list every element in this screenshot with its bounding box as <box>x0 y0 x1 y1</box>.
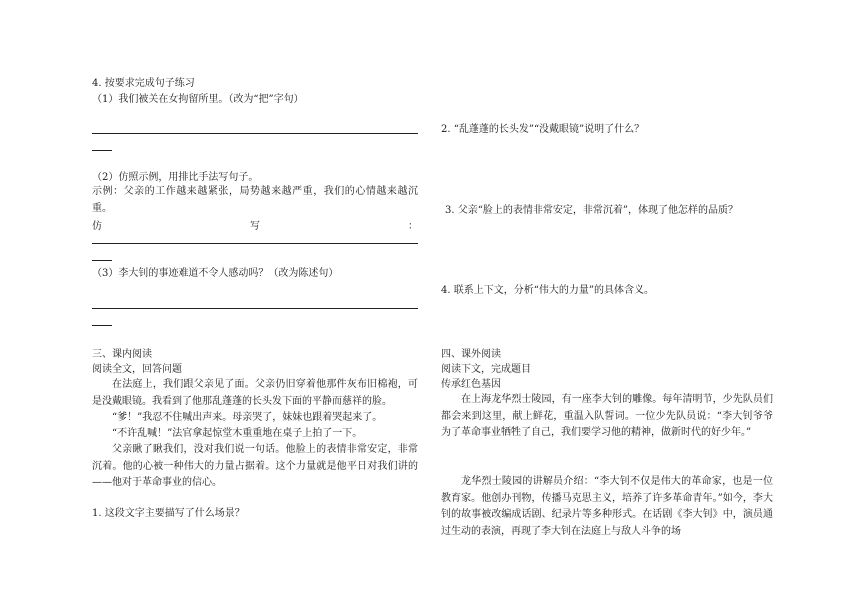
colon-label: ： <box>408 221 418 232</box>
fang-label: 仿 <box>92 221 102 232</box>
section-4-title: 四、课外阅读 <box>441 349 501 360</box>
question-4-title: 4. 按要求完成句子练习 <box>92 78 195 89</box>
imitation-prompt-line <box>92 219 418 234</box>
question-4: 4. 联系上下文，分析“伟大的力量”的具体含义。 <box>441 285 654 296</box>
answer-line <box>92 243 418 244</box>
question-3: 3. 父亲“脸上的表情非常安定，非常沉着”，体现了他怎样的品质？ <box>445 205 738 216</box>
section-3-instruction: 阅读全文，回答问题 <box>92 364 182 375</box>
passage-paragraph: “不许乱喊！”法官拿起惊堂木重重地在桌子上拍了一下。 <box>112 428 363 439</box>
question-4-1-prompt: （1）我们被关在女拘留所里。（改为“把”字句） <box>92 94 304 105</box>
section-4-instruction: 阅读下文，完成题目 <box>441 364 531 375</box>
article-paragraph: 在上海龙华烈士陵园，有一座李大钊的雕像。每年清明节，少先队员们都会来到这里，献上鲜花，重温入队誓词。一位少先队员说：“李大钊爷爷为了革命事业牺牲了自己，我们要学习他的精神，做新时代的好少年。” <box>441 394 773 438</box>
passage-paragraph: 在法庭上，我们跟父亲见了面。父亲仍旧穿着他那件灰布旧棉袍，可是没戴眼镜。我看到了他那乱蓬蓬的长头发下面的平静而慈祥的脸。 <box>92 379 418 407</box>
xie-label: 写 <box>250 221 260 232</box>
question-2: 2. “乱蓬蓬的长头发”“没戴眼镜”说明了什么？ <box>441 124 645 135</box>
question-4-2-example: 示例：父亲的工作越来越紧张，局势越来越严重，我们的心情越来越沉重。 <box>92 186 418 214</box>
passage-paragraph: 父亲瞅了瞅我们，没对我们说一句话。他脸上的表情非常安定，非常沉着。他的心被一种伟大的力量占据着。这个力量就是他平日对我们讲的——他对于革命事业的信心。 <box>92 444 418 488</box>
article-title: 传承红色基因 <box>441 379 501 390</box>
answer-line <box>92 260 112 261</box>
question-4-3-prompt: （3）李大钊的事迹难道不令人感动吗？（改为陈述句） <box>92 268 339 279</box>
answer-line <box>92 308 418 309</box>
answer-line <box>92 325 112 326</box>
passage-paragraph: “爹！”我忍不住喊出声来。母亲哭了，妹妹也跟着哭起来了。 <box>112 412 383 423</box>
section-3-title: 三、课内阅读 <box>92 349 152 360</box>
question-4-2-prompt: （2）仿照示例，用排比手法写句子。 <box>92 172 259 183</box>
question-1: 1. 这段文字主要描写了什么场景？ <box>92 508 245 519</box>
article-paragraph: 龙华烈士陵园的讲解员介绍：“李大钊不仅是伟大的革命家，也是一位教育家。他创办刊物，传播马克思主义，培养了许多革命青年。”如今，李大钊的故事被改编成话剧、纪录片等多种形式。在话剧《李大钊》中，演员通过生动的表演，再现了李大钊在法庭上与敌人斗争的场 <box>441 476 773 537</box>
answer-line <box>92 133 418 134</box>
answer-line <box>92 150 112 151</box>
